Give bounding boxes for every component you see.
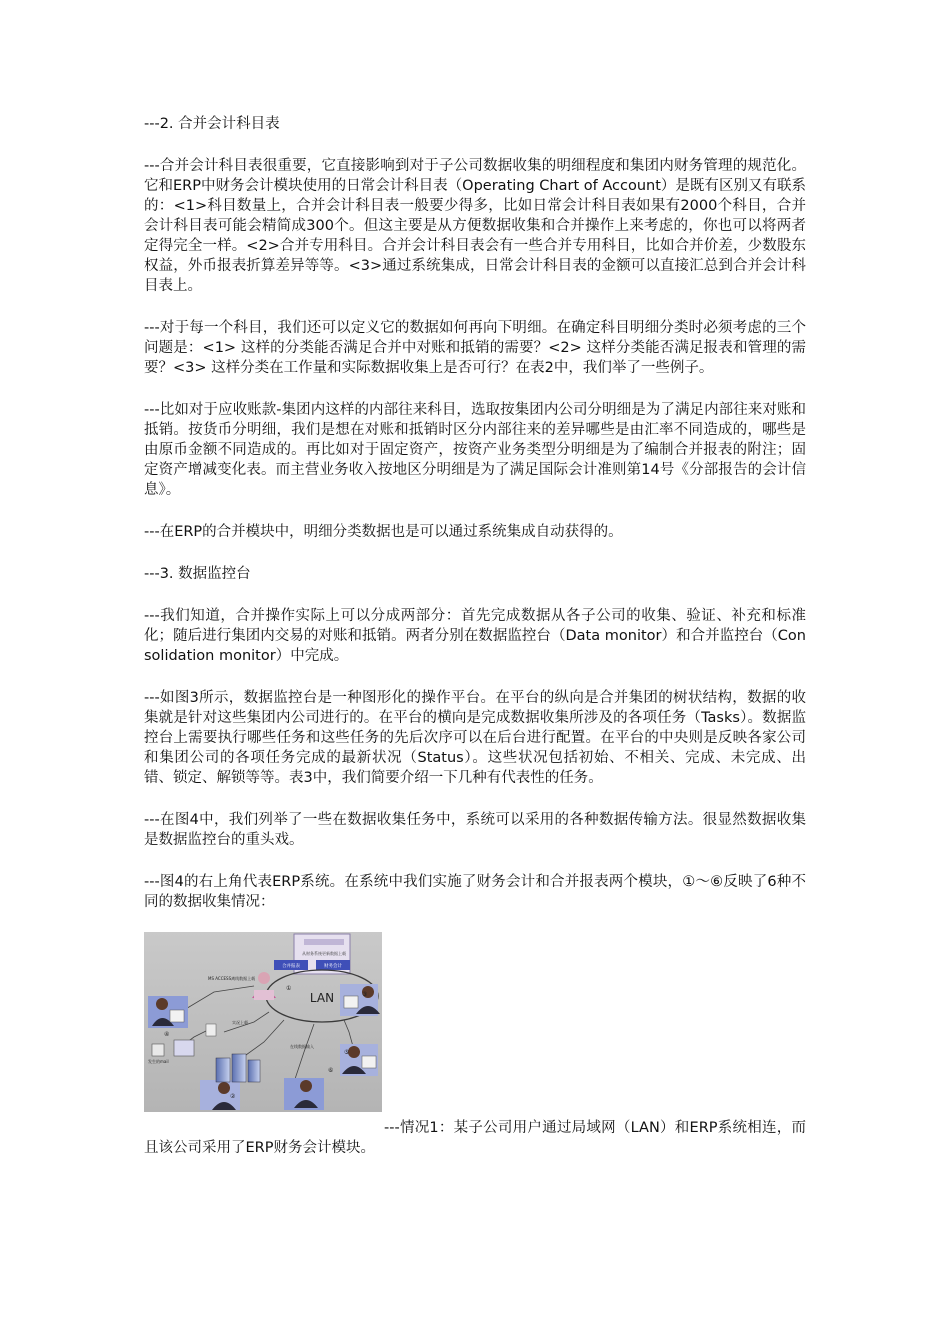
fax-device-icon xyxy=(174,1040,194,1056)
paragraph: ---图4的右上角代表ERP系统。在系统中我们实施了财务会计和合并报表两个模块，①～⑥反映了6种不同的数据收集情况： xyxy=(144,874,806,910)
paragraph: ---比如对于应收账款-集团内这样的内部往来科目，选取按集团内公司分明细是为了满足内部往来对账和抵销。按货币分明细，我们是想在对账和抵销时区分内部往来的差异哪些是由汇率不同造成的，哪些是由原币金额不同造成的。再比如对于固定资产，按资产业务类型分明细是为了编制合并报表的附注；固定资产增减变化表。而主营业务收入按地区分明细是为了满足国际会计准则第14号《分部报告的会计信息》。 xyxy=(144,402,806,498)
number-5: ⑤ xyxy=(344,1049,350,1056)
section-heading-3: ---3. 数据监控台 xyxy=(144,566,251,582)
number-1: ① xyxy=(286,985,292,992)
consol-label: 合并报表 xyxy=(282,964,300,969)
fin-label: 财务会计 xyxy=(324,964,342,969)
user-figure-bottom-center xyxy=(284,1078,324,1110)
figure-4-network-diagram xyxy=(144,932,382,1112)
document-body xyxy=(144,114,806,1158)
online-input-label: 在线数据输入 xyxy=(290,1044,314,1049)
paragraph: ---合并会计科目表很重要，它直接影响到对于子公司数据收集的明细程度和集团内财务管理的规范化。它和ERP中财务会计模块使用的日常会计科目表（Operating Chart of Account）是既有区别又有联系的：<1>科目数量上，合并会计科目表一般要少得多，比如日常会计科目表如果有2000个科目，合并会计科目表可能会精简成300个。但这主要是从方便数据收集和合并操作上来考虑的，你也可以将两者定得完全一样。<2>合并专用科目。合并会计科目表会有一些合并专用科目，比如合并价差，少数股东权益，外币报表折算差异等等。<3>通过系统集成，日常会计科目表的金额可以直接汇总到合并会计科目表上。 xyxy=(144,158,806,294)
document-icon xyxy=(206,1024,216,1036)
user-figure-left-top xyxy=(148,996,188,1028)
access-label: MS ACCESS离线数据上载 xyxy=(208,976,256,981)
email-label: 发生的mail xyxy=(148,1059,169,1064)
paragraph: ---在ERP的合并模块中，明细分类数据也是可以通过系统集成自动获得的。 xyxy=(144,524,623,540)
number-3: ③ xyxy=(362,991,368,998)
paragraph: ---如图3所示，数据监控台是一种图形化的操作平台。在平台的纵向是合并集团的树状结构，数据的收集就是针对这些集团内公司进行的。在平台的横向是完成数据收集所涉及的各项任务（Tasks）。数据监控台上需要执行哪些任务和这些任务的先后次序可以在后台进行配置。在平台的中央则是反映各家公司和集团公司的各项任务完成的最新状况（Status）。这些状况包括初始、不相关、完成、未完成、出错、锁定、解锁等等。表3中，我们简要介绍一下几种有代表性的任务。 xyxy=(144,690,806,786)
number-6: ⑥ xyxy=(328,1067,334,1074)
document-icon xyxy=(152,1044,164,1056)
paragraph: ---我们知道，合并操作实际上可以分成两部分：首先完成数据从各子公司的收集、验证、补充和标准化；随后进行集团内交易的对账和抵销。两者分别在数据监控台（Data monitor）和合并监控台（Consolidation monitor）中完成。 xyxy=(144,608,806,664)
upload-label: 实况上载 xyxy=(232,1020,248,1025)
paragraph: ---对于每一个科目，我们还可以定义它的数据如何再向下明细。在确定科目明细分类时必须考虑的三个问题是：<1> 这样的分类能否满足合并中对账和抵销的需要？<2> 这样分类能否满足报表和管理的需要？<3> 这样分类在工作量和实际数据收集上是否可行？在表2中，我们举了一些例子。 xyxy=(144,320,806,376)
figure-4-row xyxy=(144,932,806,1112)
number-2: ② xyxy=(230,1093,236,1100)
number-4: ④ xyxy=(164,1031,170,1038)
section-heading-2: ---2. 合并会计科目表 xyxy=(144,116,280,132)
network-diagram-svg xyxy=(144,932,382,1112)
caption-text: ---情况1：某子公司用户通过局域网（LAN）和ERP系统相连，而且该公司采用了ERP财务会计模块。 xyxy=(144,1120,806,1156)
paragraph: ---在图4中，我们列举了一些在数据收集任务中，系统可以采用的各种数据传输方法。很显然数据收集是数据监控台的重头戏。 xyxy=(144,812,806,848)
figure-caption-paragraph xyxy=(144,1118,806,1158)
user-figure-right xyxy=(340,984,380,1016)
top-box-label: 从财务系统更新数据上载 xyxy=(302,951,346,956)
lan-label: LAN xyxy=(309,991,335,1005)
